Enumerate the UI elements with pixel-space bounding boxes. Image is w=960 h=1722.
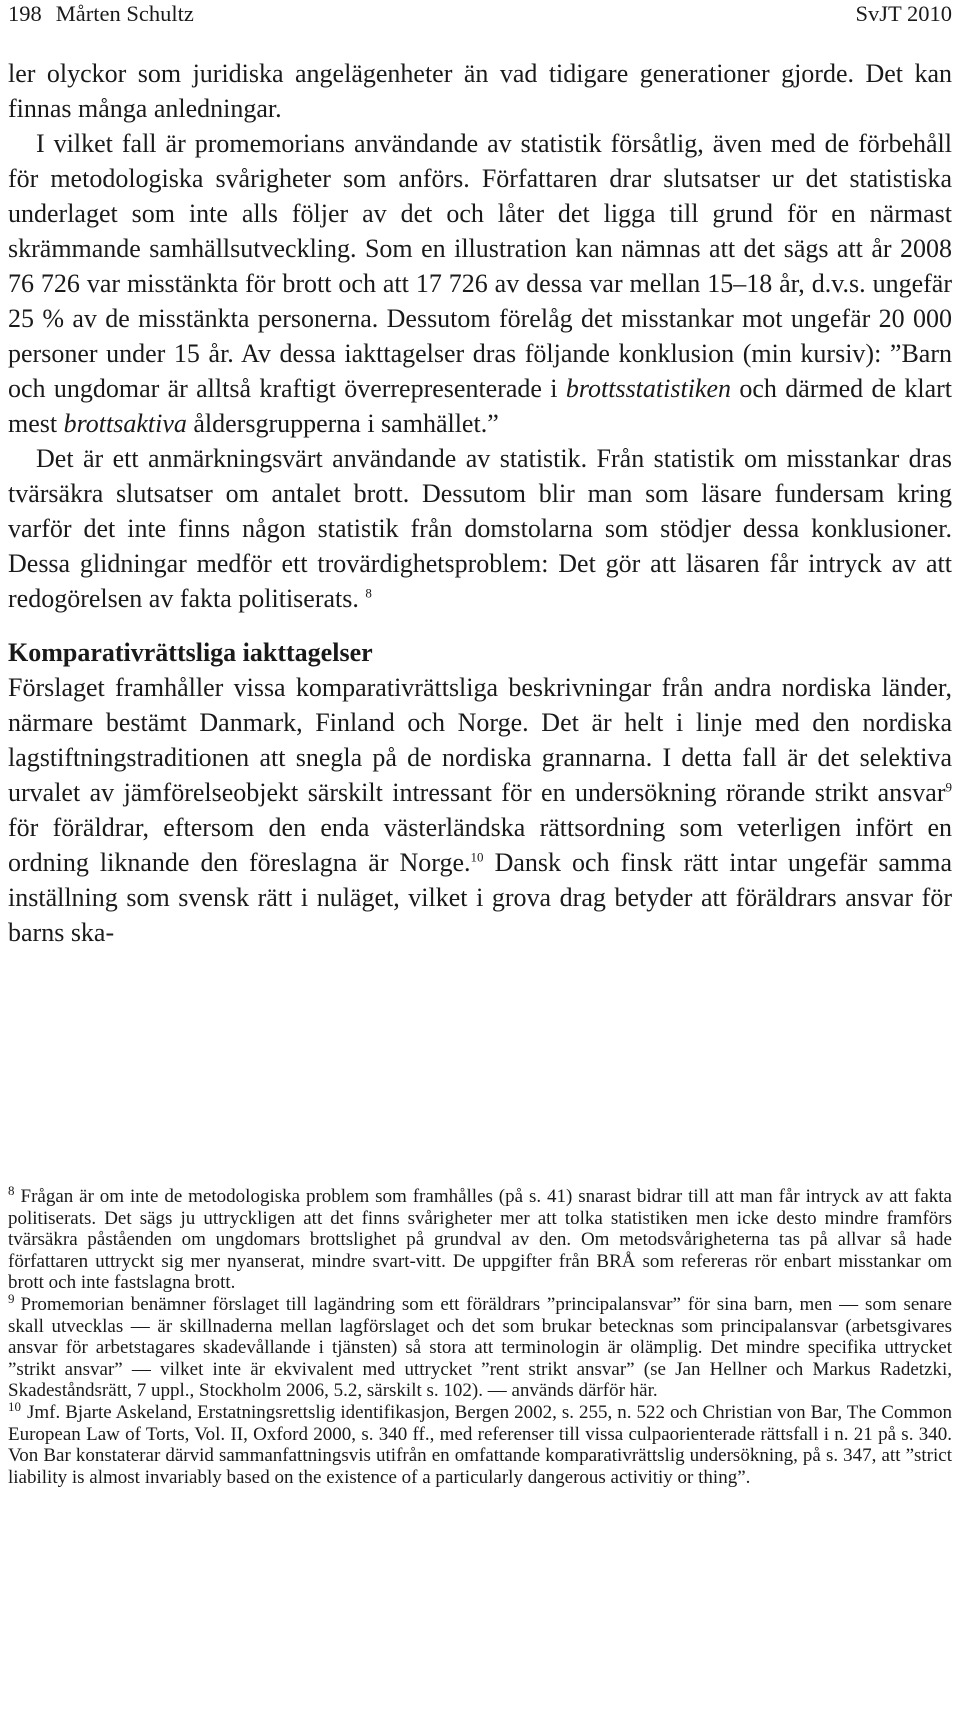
footnote-text: Frågan är om inte de metodologiska problem som framhålles (på s. 41) snarast bidrar till att man får intryck av att fakta politiserats. Det sägs ju uttryckligen att det finns svårigheter mer att tolka statistiken men icke desto mindre framförs tvärsäkra påståenden om ungdomars brottslighet på grundval av den. Om metodsvårigheterna tas på allvar så hade författaren uttryckt sig mer nyanserat, mindre svart-vitt. De uppgifter från BRÅ som refereras rör enbart misstankar om brott och inte fastslagna brott. <box>8 1186 952 1294</box>
footnote-10 <box>8 1398 952 1488</box>
footnote-number: 9 <box>8 1290 15 1306</box>
page-number: 198 <box>8 1 42 26</box>
footnote-8 <box>8 1182 952 1294</box>
emphasis-brottsstatistiken: brottsstatistiken <box>565 374 731 403</box>
section-heading: Komparativrättsliga iakttagelser <box>8 638 373 667</box>
paragraph-2 <box>8 126 952 441</box>
paragraph-4-text-b: för föräldrar, eftersom den enda västerländska rättsordning som veterligen infört en ordning liknande den föreslagna är Norge. <box>8 813 952 877</box>
paragraph-3-text: Det är ett anmärkningsvärt användande av statistik. Från statistik om misstankar dras tvärsäkra slutsatser om antalet brott. Dessutom blir man som läsare fundersam kring varför det inte finns någon statistik från domstolarna som stödjer dessa konklusioner. Dessa glidningar medför ett trovärdighetsproblem: Det gör att läsaren får intryck av att redogörelsen av fakta politiserats. <box>8 444 952 613</box>
journal-name: SvJT 2010 <box>855 1 952 26</box>
paragraph-4 <box>8 670 952 950</box>
author-name: Mårten Schultz <box>55 1 194 26</box>
emphasis-brottsaktiva: brottsaktiva <box>63 409 187 438</box>
footnote-number: 10 <box>8 1398 21 1414</box>
paragraph-3 <box>8 441 952 616</box>
footnote-text: Promemorian benämner förslaget till lagändring som ett föräldrars ”principalansvar” för sina barn, men — som senare skall utvecklas — är skillnaderna mellan lagförslaget och det som brukar betecknas som principalansvar (arbetsgivares ansvar för arbetstagares skadevållande i tjänsten) så stora att terminologin är olämplig. Det mindre specifika uttrycket ”strikt ansvar” — vilket inte är ekvivalent med uttrycket ”rent strikt ansvar” (se Jan Hellner och Markus Radetzki, Skadeståndsrätt, 7 uppl., Stockholm 2006, 5.2, särskilt s. 102). — används därför här. <box>8 1293 952 1402</box>
paragraph-2-text-b: och därmed de klart mest <box>8 374 952 438</box>
paragraph-4-text-c: Dansk och finsk rätt intar ungefär samma inställning som svensk rätt i nuläget, vilket i grova drag betyder att föräldrars ansvar för barns ska- <box>8 848 953 947</box>
paragraph-2-text-a: I vilket fall är promemorians användande av statistik försåtlig, även med de förbehåll för metodologiska svårigheter som anförs. Författaren drar slutsatser ur det statistiska underlaget som inte alls följer av det och låter det ligga till grund för en närmast skrämmande samhällsutveckling. Som en illustration kan nämnas att det sägs att år 2008 76 726 var misstänkta för brott och att 17 726 av dessa var mellan 15–18 år, d.v.s. ungefär 25 % av de misstänkta personerna. Dessutom förelåg det misstankar mot ungefär 20 000 personer under 15 år. Av dessa iakttagelser dras följande konklusion (min kursiv): ”Barn och ungdomar är alltså kraftigt överrepresenterade i <box>8 129 952 403</box>
paragraph-2-text-c: åldersgrupperna i samhället.” <box>186 409 499 438</box>
body-text <box>8 56 952 950</box>
running-header <box>8 0 952 30</box>
footnote-ref-9[interactable]: 9 <box>945 779 952 795</box>
paragraph-1: ler olyckor som juridiska angelägenheter än vad tidigare generationer gjorde. Det kan finnas många anledningar. <box>8 59 952 123</box>
paragraph-4-text-a: Förslaget framhåller vissa komparativrättsliga beskrivningar från andra nordiska länder, närmare bestämt Danmark, Finland och Norge. Det är helt i linje med den nordiska lagstiftningstraditionen att snegla på de nordiska grannarna. I detta fall är det selektiva urvalet av jämförelseobjekt särskilt intressant för en undersökning rörande strikt ansvar <box>8 673 952 807</box>
footnote-ref-8[interactable]: 8 <box>365 585 372 601</box>
footnote-number: 8 <box>8 1182 15 1198</box>
footnotes <box>8 1182 952 1488</box>
footnote-9 <box>8 1290 952 1402</box>
footnote-text: Jmf. Bjarte Askeland, Erstatningsrettslig identifikasjon, Bergen 2002, s. 255, n. 522 och Christian von Bar, The Common European Law of Torts, Vol. II, Oxford 2000, s. 340 ff., med referenser till vissa culpaorienterade rättsfall i n. 21 på s. 340. Von Bar konstaterar därvid sammanfattningsvis utifrån en omfattande komparativrättslig undersökning, på s. 347, att ”strict liability is almost invariably based on the existence of a particularly dangerous activitiy or thing”. <box>8 1401 952 1488</box>
footnote-ref-10[interactable]: 10 <box>470 849 484 865</box>
